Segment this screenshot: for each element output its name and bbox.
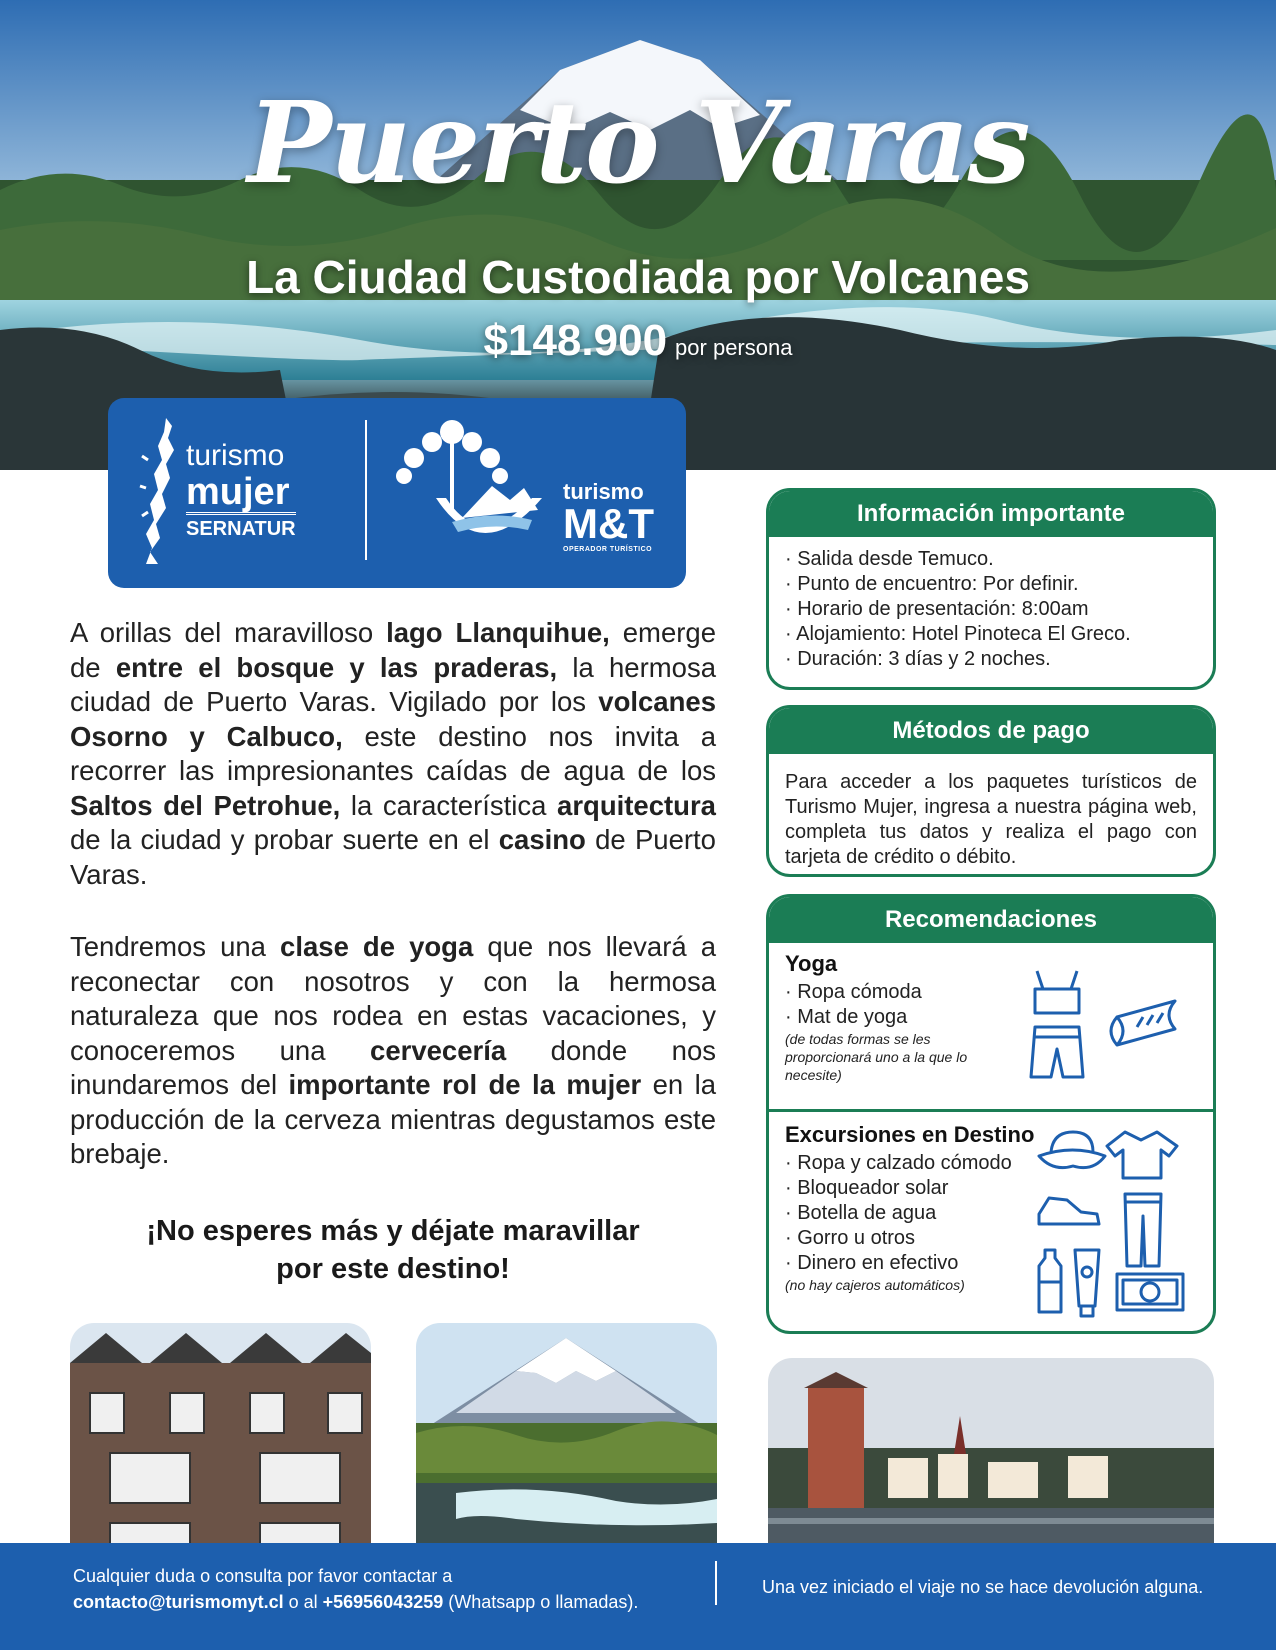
price-amount: $148.900: [483, 316, 668, 365]
info-card: [766, 488, 1216, 690]
description-paragraph-1: [70, 616, 716, 892]
footer-phone-note: (Whatsapp o llamadas).: [443, 1592, 639, 1612]
highlight-text: casino: [498, 824, 586, 855]
excursions-item: · Botella de agua: [785, 1202, 937, 1224]
footer-contact-line: Cualquier duda o consulta por favor contactar a: [73, 1566, 453, 1586]
water-bottle-icon: [1039, 1250, 1061, 1312]
sun-symbol: [1082, 1267, 1092, 1277]
call-to-action: [70, 1212, 716, 1288]
yoga-mat-icon: [1111, 1001, 1175, 1045]
logo-right-line1: turismo: [563, 479, 644, 504]
contact-phone-link[interactable]: +56956043259: [322, 1592, 444, 1612]
logo-left-line2: mujer: [186, 471, 290, 513]
tshirt-icon: [1107, 1132, 1177, 1178]
contact-email-link[interactable]: contacto@turismomyt.cl: [73, 1592, 284, 1612]
footer: [0, 1543, 1276, 1650]
payment-card-text: Para acceder a los paquetes turísticos de Turismo Mujer, ingresa a nuestra página web, completa tus datos y realiza el pago con tarjeta de crédito o débito.: [785, 771, 1197, 868]
body-text: A orillas del maravilloso: [70, 617, 387, 648]
excursion-items-icons: [1033, 1126, 1203, 1322]
payment-card: [766, 705, 1216, 877]
footer-contact-details: [73, 1589, 638, 1615]
excursions-title: Excursiones en Destino: [785, 1122, 1035, 1147]
yoga-clothing-icons: [1025, 965, 1205, 1095]
puerto-varas-city-photo: [768, 1358, 1214, 1553]
highlight-text: arquitectura: [557, 789, 716, 821]
body-text: la característica: [340, 789, 558, 821]
body-text: en la producción de la cerveza mientras degustamos este brebaje.: [70, 1069, 716, 1169]
highlight-text: cervecería: [370, 1034, 507, 1066]
price-unit: por persona: [675, 335, 793, 360]
excursions-item: · Bloqueador solar: [785, 1177, 949, 1199]
info-item: · Horario de presentación: 8:00am: [785, 598, 1089, 620]
pants-icon: [1125, 1194, 1161, 1266]
partner-logos: [108, 398, 686, 588]
payment-card-title: Métodos de pago: [769, 708, 1213, 754]
excursions-item: · Dinero en efectivo: [785, 1252, 959, 1274]
shorts-icon: [1031, 1027, 1083, 1077]
turismo-mujer-logo: [186, 440, 296, 541]
highlight-text: importante rol de la mujer: [288, 1069, 642, 1100]
excursions-note: (no hay cajeros automáticos): [785, 1277, 965, 1293]
cta-line-2: por este destino!: [276, 1253, 510, 1285]
body-text: la hermosa ciudad de Puerto Varas. Vigilado por los: [70, 651, 716, 717]
excursions-item: · Gorro u otros: [785, 1227, 916, 1249]
description-paragraph-2: [70, 930, 716, 1172]
logo-left-line3: SERNATUR: [186, 512, 296, 541]
turismo-mt-logo: [563, 480, 654, 553]
highlight-text: entre el bosque y las praderas,: [115, 651, 558, 683]
footer-notice: Una vez iniciado el viaje no se hace devolución alguna.: [762, 1577, 1204, 1597]
sports-top-icon: [1035, 971, 1079, 1013]
body-text: de Puerto Varas.: [70, 824, 716, 890]
puerto-varas-city-image: [768, 1358, 1214, 1553]
info-item: · Alojamiento: Hotel Pinoteca El Greco.: [785, 623, 1131, 645]
yoga-section: [785, 951, 1197, 1097]
yoga-note: (de todas formas se les proporcionará uno a la que lo necesite): [785, 1031, 968, 1083]
highlight-text: volcanes Osorno y Calbuco,: [70, 686, 716, 752]
recommendations-divider: [769, 1109, 1213, 1112]
cta-line-1: ¡No esperes más y déjate maravillar: [146, 1215, 640, 1247]
logo-divider: [365, 420, 367, 560]
footer-divider: [715, 1561, 717, 1605]
volcano-osorno-photo: [416, 1323, 717, 1553]
hat-icon: [1039, 1132, 1105, 1168]
excursions-section: [785, 1122, 1197, 1322]
info-card-title: Información importante: [769, 491, 1213, 537]
info-card-body: [769, 537, 1213, 684]
yoga-item: · Mat de yoga: [785, 1006, 908, 1028]
recommendations-card-title: Recomendaciones: [769, 897, 1213, 943]
sneaker-icon: [1039, 1198, 1099, 1224]
footer-or-text: o al: [283, 1592, 323, 1612]
yoga-item: · Ropa cómoda: [785, 981, 922, 1003]
logo-right-line3: OPERADOR TURÍSTICO: [563, 546, 653, 553]
chile-map-icon: [138, 416, 186, 566]
yoga-title: Yoga: [785, 951, 838, 976]
body-text: Tendremos una: [70, 931, 281, 962]
highlight-text: lago Llanquihue,: [386, 617, 610, 648]
hotel-facade-photo: [70, 1323, 371, 1553]
body-text: de la ciudad y probar suerte en el: [70, 824, 499, 855]
sunscreen-icon: [1075, 1250, 1099, 1316]
hero-subtitle: La Ciudad Custodiada por Volcanes: [246, 251, 1030, 303]
info-item: · Salida desde Temuco.: [785, 548, 994, 570]
hero-title: Puerto Varas: [247, 78, 1029, 209]
highlight-text: Saltos del Petrohue,: [70, 789, 341, 821]
info-item: · Punto de encuentro: Por definir.: [785, 573, 1079, 595]
araucaria-mountain-icon: [392, 418, 562, 568]
volcano-osorno-image: [416, 1323, 717, 1553]
highlight-text: clase de yoga: [280, 931, 474, 962]
body-text: donde nos inundaremos del: [70, 1034, 717, 1100]
body-text: este destino nos invita a recorrer las impresionantes caídas de agua de los: [70, 720, 716, 786]
body-text: emerge de: [70, 617, 716, 683]
recommendations-card: [766, 894, 1216, 1334]
recommendations-card-body: [769, 943, 1213, 1334]
footer-contact: [73, 1563, 638, 1615]
body-text: que nos llevará a reconectar con nosotros y con la hermosa naturaleza que nos rodea en estas vacaciones, y conoceremos una: [70, 931, 717, 1066]
hero-price: [0, 316, 1276, 366]
excursions-item: · Ropa y calzado cómodo: [785, 1152, 1012, 1174]
hotel-facade-image: [70, 1323, 371, 1553]
info-item: · Duración: 3 días y 2 noches.: [785, 648, 1051, 670]
logo-right-line2: M&T: [563, 500, 654, 547]
logo-left-line1: turismo: [186, 439, 285, 472]
cash-icon: [1117, 1274, 1183, 1310]
